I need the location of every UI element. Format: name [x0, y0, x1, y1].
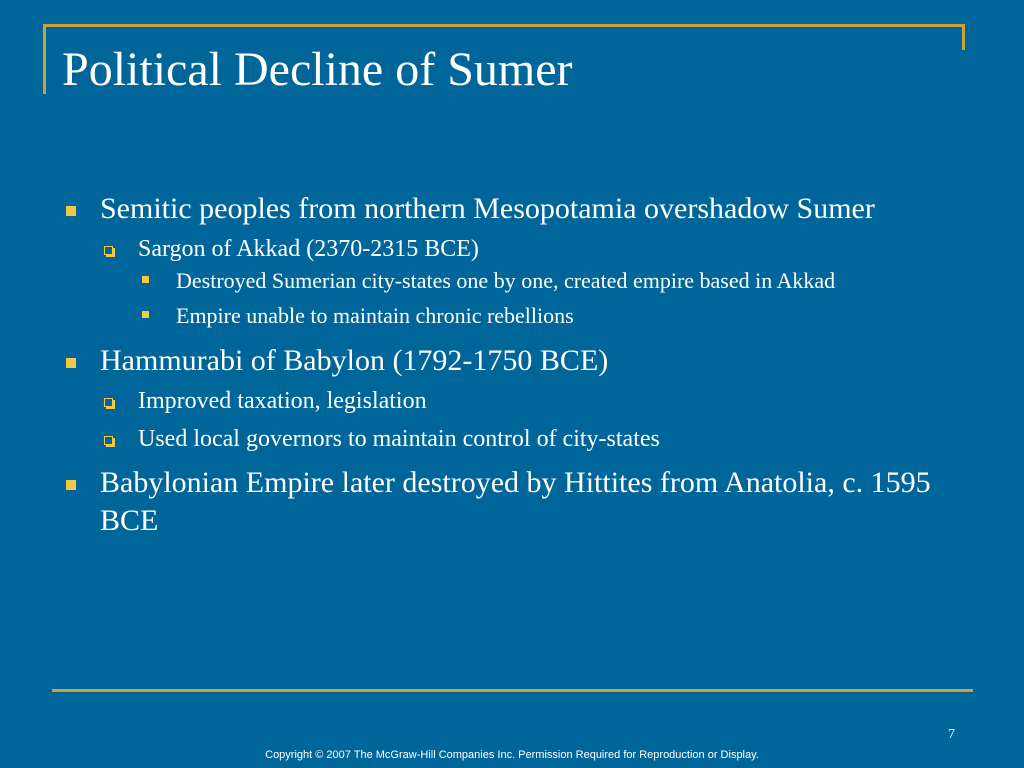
bullet-text: Used local governors to maintain control of city-states	[138, 426, 660, 452]
sub-bullet-list	[100, 386, 962, 454]
frame-top-line	[43, 24, 965, 27]
page-number: 7	[948, 727, 955, 742]
bullet-text: Improved taxation, legislation	[138, 388, 427, 414]
square-bullet-icon	[66, 358, 76, 368]
sub-sub-bullet-list	[138, 264, 962, 332]
list-item	[100, 386, 962, 416]
frame-left-line	[43, 26, 46, 94]
square-bullet-icon	[66, 206, 76, 216]
list-item	[138, 264, 962, 297]
small-square-bullet-icon	[142, 311, 149, 318]
bullet-text: Babylonian Empire later destroyed by Hittites from Anatolia, c. 1595 BCE	[100, 466, 931, 537]
slide-title: Political Decline of Sumer	[62, 43, 573, 96]
hollow-square-bullet-icon	[104, 436, 113, 445]
list-item	[62, 342, 962, 454]
small-square-bullet-icon	[142, 276, 149, 283]
bullet-text: Destroyed Sumerian city-states one by one, created empire based in Akkad	[176, 268, 836, 293]
frame-right-line	[962, 24, 965, 50]
hollow-square-bullet-icon	[104, 398, 113, 407]
list-item	[62, 190, 962, 332]
bullet-text: Empire unable to maintain chronic rebellions	[176, 303, 574, 328]
frame-bottom-line	[52, 689, 973, 692]
sub-bullet-list	[100, 234, 962, 332]
bullet-text: Sargon of Akkad (2370-2315 BCE)	[138, 236, 479, 262]
list-item	[100, 424, 962, 454]
list-item	[138, 299, 962, 332]
list-item	[62, 464, 962, 540]
bullet-text: Semitic peoples from northern Mesopotamia overshadow Sumer	[100, 192, 875, 225]
list-item	[100, 234, 962, 332]
copyright-notice: Copyright © 2007 The McGraw-Hill Companies Inc. Permission Required for Reproduction or Display.	[265, 749, 759, 761]
square-bullet-icon	[66, 480, 76, 490]
bullet-text: Hammurabi of Babylon (1792-1750 BCE)	[100, 344, 609, 377]
bullet-list	[62, 190, 962, 550]
hollow-square-bullet-icon	[104, 246, 113, 255]
